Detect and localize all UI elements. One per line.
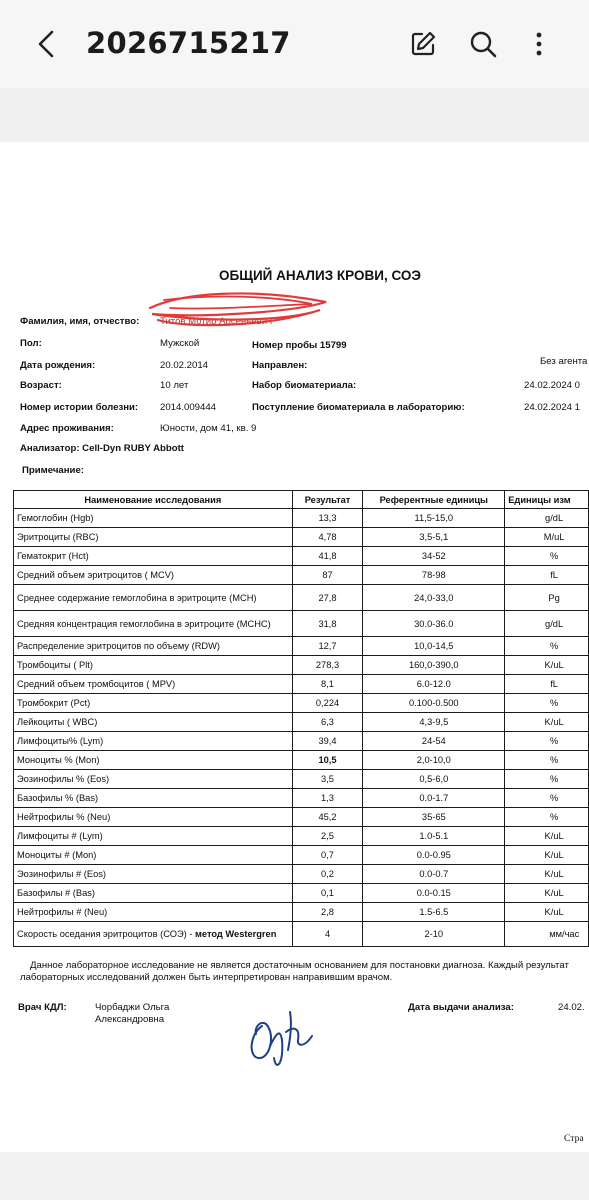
table-row: [14, 509, 589, 528]
results-table: [13, 490, 589, 947]
age-value: 10 лет: [160, 380, 189, 391]
reference-cell: 1.0-5.1: [363, 827, 505, 846]
referred-value: Без агента: [540, 356, 588, 367]
test-name-cell: Средняя концентрация гемоглобина в эритроците (MCHC): [14, 611, 293, 637]
column-header: Референтные единицы: [363, 491, 505, 509]
reference-cell: 0,5-6,0: [363, 770, 505, 789]
result-cell: 87: [292, 566, 363, 585]
unit-cell: %: [505, 808, 589, 827]
test-name-cell: Лимфоциты # (Lym): [14, 827, 293, 846]
table-row: [14, 713, 589, 732]
test-name-cell: Эозинофилы % (Eos): [14, 770, 293, 789]
table-row: [14, 751, 589, 770]
table-row: [14, 611, 589, 637]
chevron-left-icon: [30, 26, 66, 62]
sex-label: Пол:: [20, 338, 42, 349]
history-value: 2014.009444: [160, 402, 217, 413]
doctor-name-line1: Чорбаджи Ольга: [95, 1002, 170, 1013]
test-name-cell: Гемоглобин (Hgb): [14, 509, 293, 528]
unit-cell: %: [505, 547, 589, 566]
unit-cell: K/uL: [505, 884, 589, 903]
result-cell: 2,8: [292, 903, 363, 922]
test-method-text: метод Westergren: [195, 929, 277, 939]
table-row: [14, 694, 589, 713]
bottom-bar: [0, 1152, 589, 1200]
test-name-cell: Моноциты # (Mon): [14, 846, 293, 865]
result-cell: 41,8: [292, 547, 363, 566]
table-row: [14, 922, 589, 947]
test-name-cell: Гематокрит (Hct): [14, 547, 293, 566]
sex-value: Мужской: [160, 338, 200, 349]
toolbar-spacer: [0, 88, 589, 142]
reference-cell: 30.0-36.0: [363, 611, 505, 637]
test-name-cell: Базофилы # (Bas): [14, 884, 293, 903]
test-name-cell: Базофилы % (Bas): [14, 789, 293, 808]
table-row: [14, 656, 589, 675]
test-name-cell: Нейтрофилы # (Neu): [14, 903, 293, 922]
unit-cell: %: [505, 789, 589, 808]
unit-cell: g/dL: [505, 509, 589, 528]
dob-label: Дата рождения:: [20, 360, 96, 371]
reference-cell: 11,5-15,0: [363, 509, 505, 528]
unit-cell: K/uL: [505, 656, 589, 675]
edit-button[interactable]: [406, 26, 440, 62]
unit-cell: g/dL: [505, 611, 589, 637]
result-cell: 1,3: [292, 789, 363, 808]
unit-cell: M/uL: [505, 528, 589, 547]
document-title: ОБЩИЙ АНАЛИЗ КРОВИ, СОЭ: [219, 268, 421, 283]
table-row: [14, 547, 589, 566]
more-vertical-icon: [524, 29, 554, 59]
test-name-cell: Среднее содержание гемоглобина в эритроците (MCH): [14, 585, 293, 611]
unit-cell: K/uL: [505, 713, 589, 732]
test-name-cell: Тромбокрит (Pct): [14, 694, 293, 713]
table-row: [14, 827, 589, 846]
result-cell: 13,3: [292, 509, 363, 528]
result-cell: 4,78: [292, 528, 363, 547]
reference-cell: 2,0-10,0: [363, 751, 505, 770]
back-button[interactable]: [30, 26, 66, 62]
reference-cell: 0.0-0.95: [363, 846, 505, 865]
result-cell: 31,8: [292, 611, 363, 637]
redaction-scribble: [144, 288, 334, 336]
result-cell: 6,3: [292, 713, 363, 732]
table-row: [14, 585, 589, 611]
receipt-label: Поступление биоматериала в лабораторию:: [252, 402, 465, 413]
unit-cell: %: [505, 751, 589, 770]
test-name-cell: Тромбоциты ( Plt): [14, 656, 293, 675]
address-label: Адрес проживания:: [20, 423, 114, 434]
receipt-value: 24.02.2024 1: [524, 402, 581, 413]
edit-icon: [408, 29, 438, 59]
table-row: [14, 884, 589, 903]
unit-cell: fL: [505, 566, 589, 585]
unit-cell: %: [505, 694, 589, 713]
result-cell: 10,5: [292, 751, 363, 770]
reference-cell: 24-54: [363, 732, 505, 751]
reference-cell: 0.0-1.7: [363, 789, 505, 808]
app-bar: [0, 0, 589, 88]
reference-cell: 3,5-5,1: [363, 528, 505, 547]
table-row: [14, 846, 589, 865]
biomaterial-label: Набор биоматериала:: [252, 380, 357, 391]
unit-cell: K/uL: [505, 865, 589, 884]
disclaimer-text: Данное лабораторное исследование не является достаточным основанием для постановки диагноза. Каждый результат лабораторных исследований должен быть интерпретирован направившим врачом.: [20, 960, 569, 983]
result-cell: 45,2: [292, 808, 363, 827]
result-cell: 3,5: [292, 770, 363, 789]
table-row: [14, 865, 589, 884]
table-row: [14, 732, 589, 751]
search-button[interactable]: [466, 26, 500, 62]
test-name-cell: Распределение эритроцитов по объему (RDW): [14, 637, 293, 656]
doctor-name-line2: Александровна: [95, 1014, 165, 1025]
document-page[interactable]: [0, 142, 589, 1152]
reference-cell: 4,3-9,5: [363, 713, 505, 732]
table-row: [14, 528, 589, 547]
test-name-cell: [14, 922, 293, 947]
sample-number: Номер пробы 15799: [252, 340, 347, 351]
reference-cell: 78-98: [363, 566, 505, 585]
unit-cell: %: [505, 637, 589, 656]
reference-cell: 10,0-14,5: [363, 637, 505, 656]
column-header: Единицы изм: [505, 491, 589, 509]
table-row: [14, 789, 589, 808]
column-header: Наименование исследования: [14, 491, 293, 509]
reference-cell: 1.5-6.5: [363, 903, 505, 922]
table-row: [14, 903, 589, 922]
table-row: [14, 566, 589, 585]
reference-cell: 2-10: [363, 922, 505, 947]
biomaterial-value: 24.02.2024 0: [524, 380, 581, 391]
test-name-cell: Лейкоциты ( WBC): [14, 713, 293, 732]
reference-cell: 0.0-0.15: [363, 884, 505, 903]
dob-value: 20.02.2014: [160, 360, 209, 371]
test-name-cell: Моноциты % (Mon): [14, 751, 293, 770]
issue-date-label: Дата выдачи анализа:: [408, 1002, 514, 1013]
result-cell: 0,224: [292, 694, 363, 713]
test-name-cell: Нейтрофилы % (Neu): [14, 808, 293, 827]
search-icon: [468, 29, 498, 59]
reference-cell: 160,0-390,0: [363, 656, 505, 675]
test-name-cell: Эозинофилы # (Eos): [14, 865, 293, 884]
reference-cell: 0.0-0.7: [363, 865, 505, 884]
history-label: Номер истории болезни:: [20, 402, 139, 413]
result-cell: 2,5: [292, 827, 363, 846]
unit-cell: K/uL: [505, 846, 589, 865]
test-name-cell: Средний объем тромбоцитов ( MPV): [14, 675, 293, 694]
doctor-signature: [240, 994, 330, 1074]
address-value: Юности, дом 41, кв. 9: [160, 423, 257, 434]
column-header: Результат: [292, 491, 363, 509]
unit-cell: Pg: [505, 585, 589, 611]
unit-cell: мм/час: [505, 922, 589, 947]
test-name-cell: Лимфоциты% (Lym): [14, 732, 293, 751]
test-name-text: Скорость оседания эритроцитов (СОЭ) -: [17, 929, 193, 939]
unit-cell: K/uL: [505, 903, 589, 922]
table-row: [14, 808, 589, 827]
reference-cell: 24,0-33,0: [363, 585, 505, 611]
name-label: Фамилия, имя, отчество:: [20, 316, 140, 327]
reference-cell: 34-52: [363, 547, 505, 566]
unit-cell: %: [505, 732, 589, 751]
table-row: [14, 675, 589, 694]
test-name-cell: Средний объем эритроцитов ( MCV): [14, 566, 293, 585]
result-cell: 27,8: [292, 585, 363, 611]
doctor-label: Врач КДЛ:: [18, 1002, 67, 1013]
name-value: Титов Мотир Арсеньевич: [160, 316, 273, 327]
issue-date-value: 24.02.: [558, 1002, 585, 1013]
reference-cell: 0.100-0.500: [363, 694, 505, 713]
unit-cell: fL: [505, 675, 589, 694]
result-cell: 39,4: [292, 732, 363, 751]
table-row: [14, 637, 589, 656]
table-row: [14, 770, 589, 789]
result-cell: 4: [292, 922, 363, 947]
result-cell: 0,7: [292, 846, 363, 865]
table-header-row: [14, 491, 589, 509]
unit-cell: %: [505, 770, 589, 789]
page-label: Стра: [564, 1133, 584, 1144]
analyzer-label: Анализатор: Cell-Dyn RUBY Abbott: [20, 443, 184, 454]
result-cell: 12,7: [292, 637, 363, 656]
reference-cell: 35-65: [363, 808, 505, 827]
result-cell: 278,3: [292, 656, 363, 675]
result-cell: 0,2: [292, 865, 363, 884]
unit-cell: K/uL: [505, 827, 589, 846]
result-cell: 0,1: [292, 884, 363, 903]
page-title: 2026715217: [86, 26, 291, 60]
test-name-cell: Эритроциты (RBC): [14, 528, 293, 547]
reference-cell: 6.0-12.0: [363, 675, 505, 694]
referred-label: Направлен:: [252, 360, 308, 371]
remark-label: Примечание:: [22, 465, 84, 476]
age-label: Возраст:: [20, 380, 62, 391]
more-button[interactable]: [522, 26, 556, 62]
result-cell: 8,1: [292, 675, 363, 694]
